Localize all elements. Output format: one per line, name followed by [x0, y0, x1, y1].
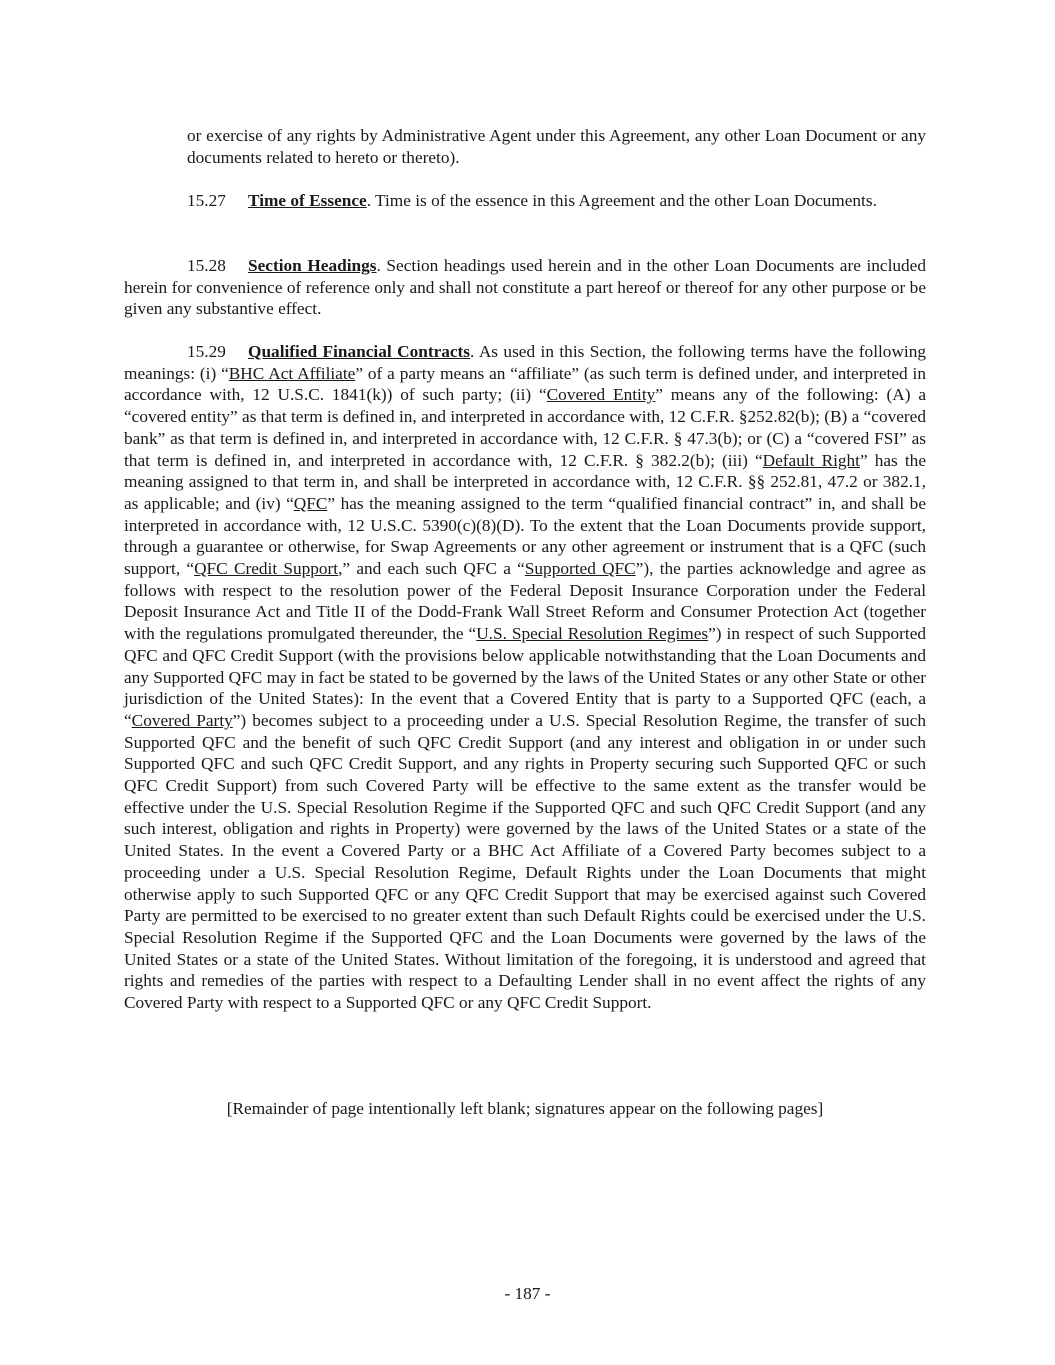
section-15-29: [124, 341, 926, 1014]
section-text: ”) in respect of such Supported QFC and QFC Credit Support (with the provisions below applicable notwithstanding that the Loan Documents and any Supported QFC may in fact be stated to be governed by the laws of the United States or any other State or other jurisdiction of the United States): In the event that a Covered Entity that is party to a Supported QFC (each, a “: [124, 624, 927, 730]
defined-term-covered-entity: Covered Entity: [546, 385, 656, 405]
section-text: ,” and each such QFC a “: [338, 559, 525, 579]
continuation-paragraph: or exercise of any rights by Administrative Agent under this Agreement, any other Loan Document or any documents related to hereto or thereto).: [187, 126, 926, 167]
section-heading: Time of Essence: [248, 191, 367, 210]
section-text: . Section headings used herein and in the other Loan Documents are included herein for convenience of reference only and shall not constitute a part hereof or thereof for any other purpose or be given any substantive effect.: [124, 256, 926, 319]
section-15-27: [124, 190, 926, 212]
defined-term-qfc-credit-support: QFC Credit Support: [194, 559, 339, 579]
section-number: 15.28: [187, 256, 226, 275]
section-number: 15.29: [187, 342, 226, 361]
section-text: ” means any of the following: (A) a “covered entity” as that term is defined in, and interpreted in accordance with, 12 C.F.R. §252.82(b); (B) a “covered bank” as that term is defined in, and interpreted in accordance with, 12 C.F.R. § 47.3(b); or (C) a “covered FSI” as that term is defined in, and interpreted in accordance with, 12 C.F.R. § 382.2(b); (iii) “: [124, 385, 926, 470]
defined-term-bhc-act-affiliate: BHC Act Affiliate: [228, 363, 356, 383]
defined-term-default-right: Default Right: [762, 450, 860, 470]
remainder-note: [Remainder of page intentionally left blank; signatures appear on the following pages]: [226, 1099, 824, 1118]
section-text: ”), the parties acknowledge and agree as follows with respect to the resolution power of the Federal Deposit Insurance Corporation under the Federal Deposit Insurance Act and Title II of the Dodd-Frank Wall Street Reform and Consumer Protection Act (together with the regulations promulgated thereunder, the “: [124, 559, 926, 644]
section-number: 15.27: [187, 191, 226, 210]
page-number: - 187 -: [504, 1284, 551, 1303]
section-text: ”) becomes subject to a proceeding under a U.S. Special Resolution Regime, the transfer of such Supported QFC and the benefit of such QFC Credit Support (and any interest and obligation in or under such Supported QFC and such QFC Credit Support, and any rights in Property securing such Supported QFC or such QFC Credit Support) from such Covered Party will be effective to the same extent as the transfer would be effective under the U.S. Special Resolution Regime if the Supported QFC and such QFC Credit Support (and any such interest, obligation and rights in Property) were governed by the laws of the United States or a state of the United States. In the event a Covered Party or a BHC Act Affiliate of a Covered Party becomes subject to a proceeding under a U.S. Special Resolution Regime, Default Rights under the Loan Documents that might otherwise apply to such Supported QFC or any QFC Credit Support that may be exercised against such Covered Party are permitted to be exercised to no greater extent than such Default Rights could be exercised under the U.S. Special Resolution Regime if the Supported QFC and the Loan Documents were governed by the laws of the United States or a state of the United States. Without limitation of the foregoing, it is understood and agreed that rights and remedies of the parties with respect to a Defaulting Lender shall in no event affect the rights of any Covered Party with respect to a Supported QFC or any QFC Credit Support.: [124, 710, 926, 1013]
defined-term-supported-qfc: Supported QFC: [524, 559, 636, 579]
defined-term-qfc: QFC: [293, 493, 328, 513]
section-heading: Section Headings: [248, 256, 377, 275]
section-heading: Qualified Financial Contracts: [248, 342, 471, 361]
section-text: . As used in this Section, the following terms have the following meanings: (i) “: [124, 342, 927, 383]
section-text: ” has the meaning assigned to that term in, and shall be interpreted in accordance with, 12 C.F.R. §§ 252.81, 47.2 or 382.1, as applicable; and (iv) “: [124, 450, 926, 513]
defined-term-us-special-resolution-regimes: U.S. Special Resolution Regimes: [476, 624, 709, 644]
defined-term-covered-party: Covered Party: [131, 710, 233, 730]
section-text: ” has the meaning assigned to the term “qualified financial contract” in, and shall be interpreted in accordance with, 12 U.S.C. 5390(c)(8)(D). To the extent that the Loan Documents provide support, through a guarantee or otherwise, for Swap Agreements or any other agreement or instrument that is a QFC (such support, “: [124, 493, 926, 579]
section-text: . Time is of the essence in this Agreement and the other Loan Documents.: [366, 191, 877, 210]
section-text: ” of a party means an “affiliate” (as such term is defined under, and interpreted in accordance with, 12 U.S.C. 1841(k)) of such party; (ii) “: [124, 363, 926, 405]
section-15-28: [124, 255, 926, 320]
